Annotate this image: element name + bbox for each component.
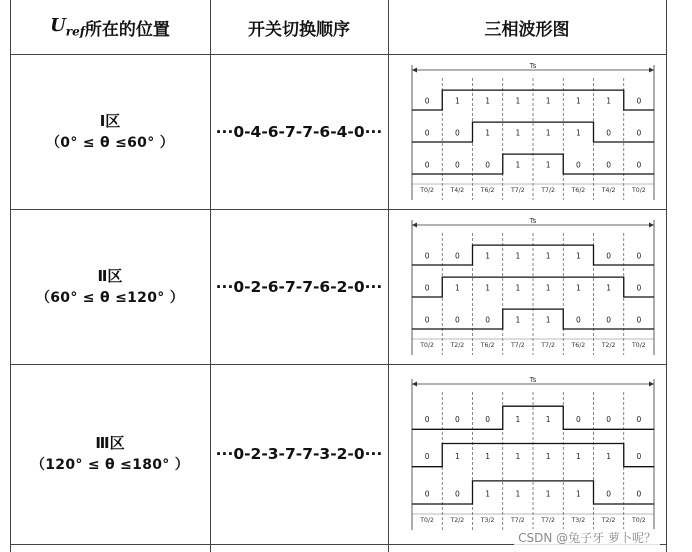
phase-state-value: 1 <box>515 414 521 424</box>
phase-state-value: 1 <box>515 128 521 138</box>
interval-time-label: T2/2 <box>601 342 616 349</box>
interval-time-label: T3/2 <box>571 517 586 524</box>
phase-state-value: 0 <box>606 128 612 138</box>
phase-state-value: 0 <box>636 315 642 325</box>
phase-state-value: 1 <box>485 128 491 138</box>
phase-state-value: 0 <box>424 251 430 261</box>
phase-state-value: 0 <box>606 489 612 499</box>
region-name: Ⅰ区 <box>99 111 121 130</box>
phase-state-value: 0 <box>636 128 642 138</box>
interval-time-label: T7/2 <box>511 517 525 524</box>
phase-state-value: 0 <box>424 414 430 424</box>
interval-time-label: T0/2 <box>632 187 646 194</box>
switch-sequence: ···0-4-6-7-7-6-4-0··· <box>215 122 383 141</box>
header-waveform: 三相波形图 <box>484 19 570 40</box>
phase-state-value: 1 <box>545 489 551 499</box>
table-border-right <box>666 0 667 552</box>
phase-state-value: 0 <box>424 489 430 499</box>
phase-state-value: 1 <box>485 489 491 499</box>
region-range: （0° ≤ θ ≤60° ） <box>46 134 174 151</box>
region-name: Ⅱ区 <box>97 266 123 285</box>
phase-state-value: 0 <box>424 452 430 462</box>
phase-state-value: 1 <box>515 160 521 170</box>
interval-time-label: T4/2 <box>450 187 465 194</box>
phase-state-value: 0 <box>454 160 460 170</box>
interval-time-label: T6/2 <box>480 187 495 194</box>
phase-state-value: 0 <box>636 96 642 106</box>
phase-state-value: 0 <box>424 128 430 138</box>
phase-state-value: 0 <box>575 414 581 424</box>
interval-time-label: T2/2 <box>601 517 616 524</box>
phase-state-value: 0 <box>606 160 612 170</box>
phase-state-value: 1 <box>515 251 521 261</box>
column-divider-2 <box>388 0 389 552</box>
waveform-diagram <box>392 213 664 361</box>
phase-state-value: 0 <box>606 251 612 261</box>
phase-state-value: 0 <box>575 160 581 170</box>
phase-state-value: 1 <box>575 251 581 261</box>
phase-state-value: 0 <box>485 160 491 170</box>
switching-table <box>10 0 667 552</box>
uref-symbol: $U_{ref}$ <box>50 15 85 39</box>
phase-state-value: 0 <box>424 160 430 170</box>
interval-time-label: T0/2 <box>632 517 646 524</box>
phase-state-value: 0 <box>454 315 460 325</box>
phase-state-value: 1 <box>485 283 491 293</box>
phase-state-value: 0 <box>485 315 491 325</box>
waveform-diagram <box>392 372 664 536</box>
interval-time-label: T0/2 <box>420 342 434 349</box>
interval-time-label: T4/2 <box>601 187 616 194</box>
interval-time-label: T0/2 <box>420 517 434 524</box>
interval-time-label: T6/2 <box>571 187 586 194</box>
phase-state-value: 1 <box>545 414 551 424</box>
interval-time-label: T7/2 <box>541 342 555 349</box>
interval-time-label: T6/2 <box>480 342 495 349</box>
phase-state-value: 0 <box>575 315 581 325</box>
phase-state-value: 1 <box>515 452 521 462</box>
phase-state-value: 1 <box>545 315 551 325</box>
interval-time-label: T7/2 <box>541 517 555 524</box>
interval-time-label: T2/2 <box>450 517 465 524</box>
header-sequence: 开关切换顺序 <box>248 19 350 40</box>
interval-time-label: T3/2 <box>480 517 495 524</box>
interval-time-label: T7/2 <box>541 187 555 194</box>
phase-state-value: 1 <box>575 489 581 499</box>
phase-state-value: 1 <box>545 96 551 106</box>
phase-state-value: 1 <box>575 452 581 462</box>
phase-state-value: 0 <box>424 283 430 293</box>
phase-state-value: 0 <box>454 128 460 138</box>
phase-state-value: 1 <box>545 283 551 293</box>
waveform-diagram <box>392 58 664 206</box>
region-cell <box>10 364 210 544</box>
phase-state-value: 1 <box>485 251 491 261</box>
phase-state-value: 1 <box>454 452 460 462</box>
region-range: （120° ≤ θ ≤180° ） <box>30 457 190 473</box>
phase-state-value: 1 <box>515 96 521 106</box>
region-range: （60° ≤ θ ≤120° ） <box>35 289 185 306</box>
phase-state-value: 1 <box>485 452 491 462</box>
phase-state-value: 1 <box>545 251 551 261</box>
region-cell <box>10 209 210 364</box>
region-name: Ⅲ区 <box>95 434 125 452</box>
period-arrow-head-right <box>649 382 654 387</box>
period-label: Ts <box>529 62 537 70</box>
interval-time-label: T0/2 <box>420 187 434 194</box>
period-arrow-head-left <box>412 223 417 228</box>
phase-state-value: 1 <box>575 128 581 138</box>
phase-state-value: 0 <box>606 315 612 325</box>
interval-time-label: T6/2 <box>571 342 586 349</box>
phase-state-value: 0 <box>636 251 642 261</box>
phase-state-value: 0 <box>636 452 642 462</box>
phase-state-value: 1 <box>575 96 581 106</box>
phase-state-value: 0 <box>636 283 642 293</box>
phase-state-value: 0 <box>606 414 612 424</box>
period-arrow-head-right <box>649 68 654 73</box>
period-label: Ts <box>529 376 537 384</box>
switch-sequence: ···0-2-3-7-7-3-2-0··· <box>215 445 383 463</box>
phase-state-value: 0 <box>636 414 642 424</box>
phase-state-value: 1 <box>515 489 521 499</box>
phase-state-value: 0 <box>636 489 642 499</box>
header-position-label: 所在的位置 <box>84 19 170 40</box>
phase-state-value: 1 <box>545 128 551 138</box>
watermark: CSDN @兔子牙 萝卜呢？ <box>514 529 660 546</box>
phase-state-value: 0 <box>454 251 460 261</box>
period-arrow-head-right <box>649 223 654 228</box>
interval-time-label: T7/2 <box>511 187 525 194</box>
phase-state-value: 1 <box>485 96 491 106</box>
interval-time-label: T2/2 <box>450 342 465 349</box>
phase-state-value: 1 <box>545 452 551 462</box>
phase-state-value: 0 <box>424 96 430 106</box>
period-arrow-head-left <box>412 382 417 387</box>
phase-state-value: 1 <box>606 452 612 462</box>
header-position <box>10 0 210 54</box>
interval-time-label: T7/2 <box>511 342 525 349</box>
phase-state-value: 1 <box>545 160 551 170</box>
phase-state-value: 1 <box>515 315 521 325</box>
phase-state-value: 0 <box>485 414 491 424</box>
phase-state-value: 1 <box>454 283 460 293</box>
phase-state-value: 0 <box>636 160 642 170</box>
switch-sequence: ···0-2-6-7-7-6-2-0··· <box>215 277 383 296</box>
phase-state-value: 0 <box>454 414 460 424</box>
phase-state-value: 1 <box>515 283 521 293</box>
phase-state-value: 1 <box>575 283 581 293</box>
region-cell <box>10 54 210 209</box>
interval-time-label: T0/2 <box>632 342 646 349</box>
phase-state-value: 0 <box>454 489 460 499</box>
period-arrow-head-left <box>412 68 417 73</box>
period-label: Ts <box>529 217 537 225</box>
phase-state-value: 1 <box>454 96 460 106</box>
phase-state-value: 1 <box>606 96 612 106</box>
phase-state-value: 0 <box>424 315 430 325</box>
phase-state-value: 1 <box>606 283 612 293</box>
